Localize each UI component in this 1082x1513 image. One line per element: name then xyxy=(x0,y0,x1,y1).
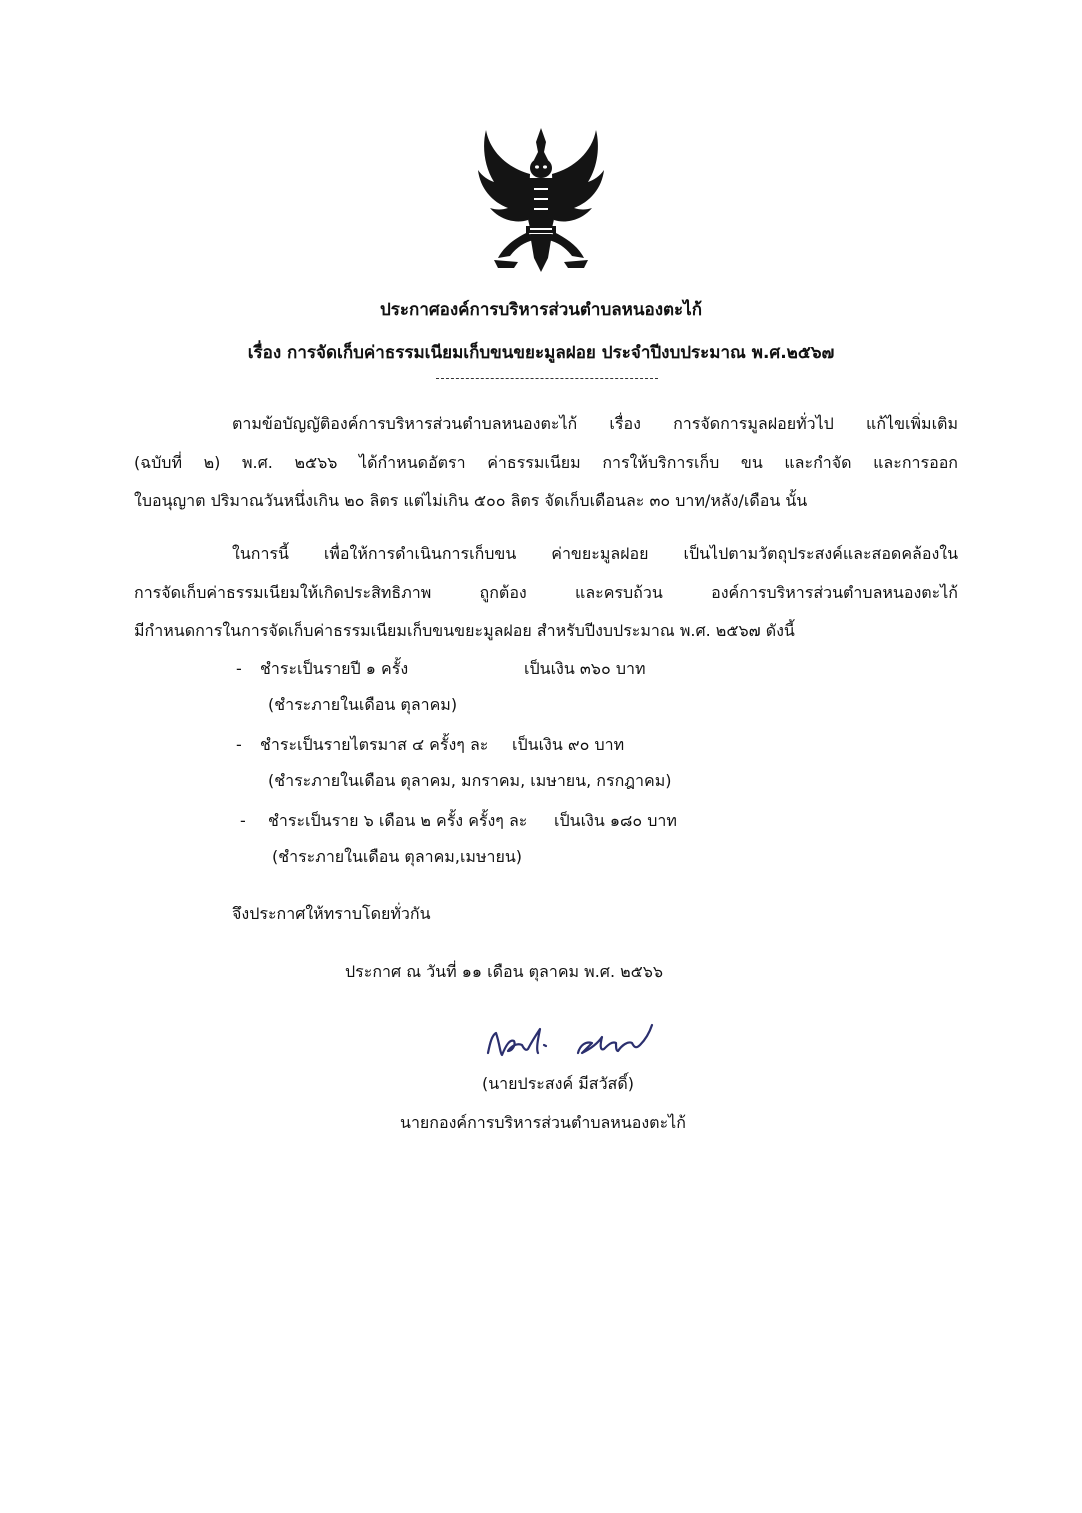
bullet-dash: - xyxy=(236,659,242,678)
paragraph-1-line-1: ตามข้อบัญญัติองค์การบริหารส่วนตำบลหนองตะไก้ เรื่อง การจัดการมูลฝอยทั่วไป แก้ไขเพิ่มเติม xyxy=(232,414,958,433)
paragraph-2-line-3: มีกำหนดการในการจัดเก็บค่าธรรมเนียมเก็บขนขยะมูลฝอย สำหรับปีงบประมาณ พ.ศ. ๒๕๖๗ ดังนี้ xyxy=(134,621,795,640)
payment-plan: ชำระเป็นราย ๖ เดือน ๒ ครั้ง ครั้งๆ ละ xyxy=(268,811,528,830)
payment-note: (ชำระภายในเดือน ตุลาคม, มกราคม, เมษายน, กรกฎาคม) xyxy=(268,771,672,790)
signatory-position: นายกองค์การบริหารส่วนตำบลหนองตะไก้ xyxy=(400,1113,686,1132)
payment-amount: เป็นเงิน ๓๖๐ บาท xyxy=(524,659,646,678)
payment-note: (ชำระภายในเดือน ตุลาคม,เมษายน) xyxy=(272,847,523,866)
paragraph-2-line-2: การจัดเก็บค่าธรรมเนียมให้เกิดประสิทธิภาพ ถูกต้อง และครบถ้วน องค์การบริหารส่วนตำบลหนองตะไก้ xyxy=(134,583,958,602)
paragraph-1-line-2: (ฉบับที่ ๒) พ.ศ. ๒๕๖๖ ได้กำหนดอัตรา ค่าธรรมเนียม การให้บริการเก็บ ขน และกำจัด และการออก xyxy=(134,453,958,472)
announcement-title: ประกาศองค์การบริหารส่วนตำบลหนองตะไก้ xyxy=(379,300,703,320)
payment-note: (ชำระภายในเดือน ตุลาคม) xyxy=(268,695,458,714)
payment-plan: ชำระเป็นรายไตรมาส ๔ ครั้งๆ ละ xyxy=(260,735,489,754)
closing-statement: จึงประกาศให้ทราบโดยทั่วกัน xyxy=(232,904,431,923)
bullet-dash: - xyxy=(236,735,242,754)
handwritten-signature xyxy=(482,1015,662,1067)
garuda-emblem-icon xyxy=(468,122,614,282)
payment-plan: ชำระเป็นรายปี ๑ ครั้ง xyxy=(260,659,409,678)
bullet-dash: - xyxy=(240,811,246,830)
announcement-subject: เรื่อง การจัดเก็บค่าธรรมเนียมเก็บขนขยะมูลฝอย ประจำปีงบประมาณ พ.ศ.๒๕๖๗ xyxy=(247,343,835,363)
announcement-date: ประกาศ ณ วันที่ ๑๑ เดือน ตุลาคม พ.ศ. ๒๕๖๖ xyxy=(345,962,664,981)
title-divider xyxy=(436,378,658,379)
payment-amount: เป็นเงิน ๙๐ บาท xyxy=(512,735,625,754)
paragraph-2-line-1: ในการนี้ เพื่อให้การดำเนินการเก็บขน ค่าขยะมูลฝอย เป็นไปตามวัตถุประสงค์และสอดคล้องใน xyxy=(232,544,958,563)
payment-amount: เป็นเงิน ๑๘๐ บาท xyxy=(554,811,677,830)
signatory-name: (นายประสงค์ มีสวัสดิ์) xyxy=(482,1074,634,1093)
paragraph-1-line-3: ใบอนุญาต ปริมาณวันหนึ่งเกิน ๒๐ ลิตร แต่ไม่เกิน ๕๐๐ ลิตร จัดเก็บเดือนละ ๓๐ บาท/หลัง/เดือน นั้น xyxy=(134,491,808,510)
